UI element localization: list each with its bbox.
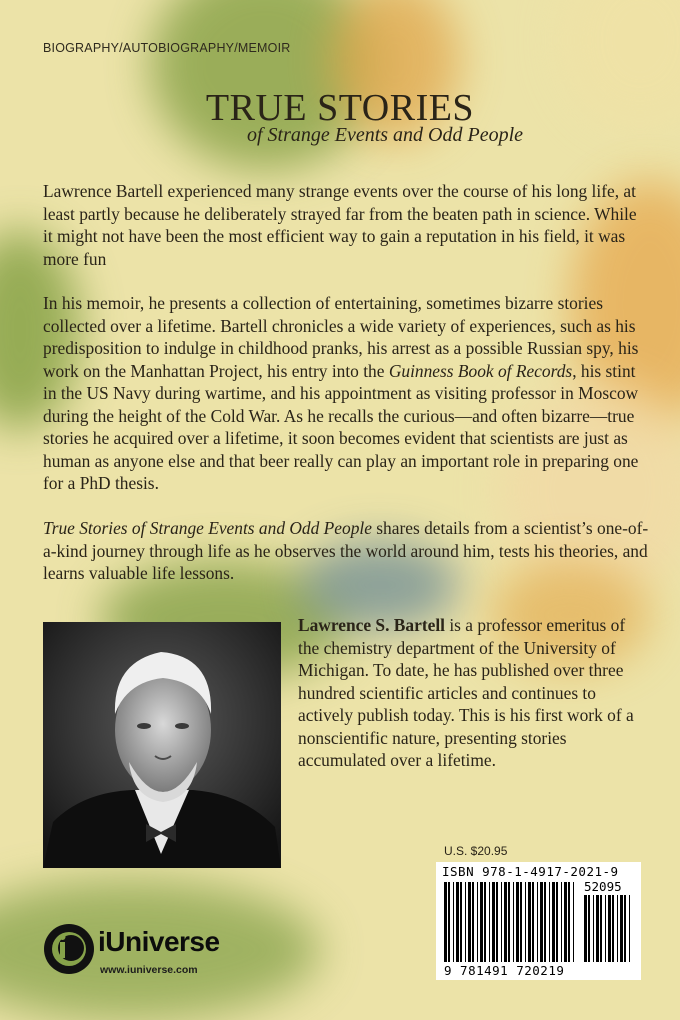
description-paragraph-2 [43,292,649,495]
publisher-name: iUniverse [98,926,220,957]
publisher-url: www.iuniverse.com [100,964,198,976]
description-paragraph-3 [43,517,649,585]
isbn-number: 9 781491 720219 [444,963,565,978]
category-label: BIOGRAPHY/AUTOBIOGRAPHY/MEMOIR [43,41,291,55]
guinness-title: Guinness Book of Records [388,360,573,381]
addon-code: 52095 [584,879,622,894]
paragraph-3-text: shares details from a scientist’s one-of-a-kind journey through life as he observes the world around him, tests his theories, and learns valuable life lessons. [43,518,649,583]
description-paragraph-1: Lawrence Bartell experienced many strange events over the course of his long life, at least partly because he deliberately strayed far from the beaten path in science. While it might not have been the most efficient way to gain a reputation in his field, it was more fun [43,181,637,269]
book-title: TRUE STORIES [205,87,475,129]
isbn-label: ISBN 978-1-4917-2021-9 [442,864,619,879]
author-bio [298,614,648,772]
author-portrait-icon [43,622,281,868]
book-subtitle: of Strange Events and Odd People [246,124,524,146]
book-title-italic: True Stories of Strange Events and Odd People [43,518,372,538]
author-bio-text: is a professor emeritus of the chemistry department of the University of Michigan. To date, he has published over three hundred scientific articles and continues to actively publish today. This is his first work of a nonscientific nature, presenting stories accumulated over a lifetime. [298,615,634,770]
barcode-area [436,862,641,980]
price-label: U.S. $20.95 [444,844,508,858]
title-block [0,86,680,147]
author-name: Lawrence S. Bartell [298,615,445,635]
author-photo [43,622,281,868]
iuniverse-logo-icon [42,922,98,978]
paragraph-2-text-cont: , his stint in the US Navy during wartime, and his appointment as visiting professor in Moscow during the height of the Cold War. As he recalls the curious—and often bizarre—true stories he acquired over a lifetime, it soon becomes evident that scientists are just as human as anyone else and that beer really can play an important role in preparing one for a PhD thesis. [43,360,639,493]
paragraph-2-text: In his memoir, he presents a collection of entertaining, sometimes bizarre stories collected over a lifetime. Bartell chronicles a wide variety of experiences, such as his predisposition to indulge in childhood pranks, his arrest as a possible Russian spy, his work on the Manhattan Project, his entry into the [43,293,639,381]
